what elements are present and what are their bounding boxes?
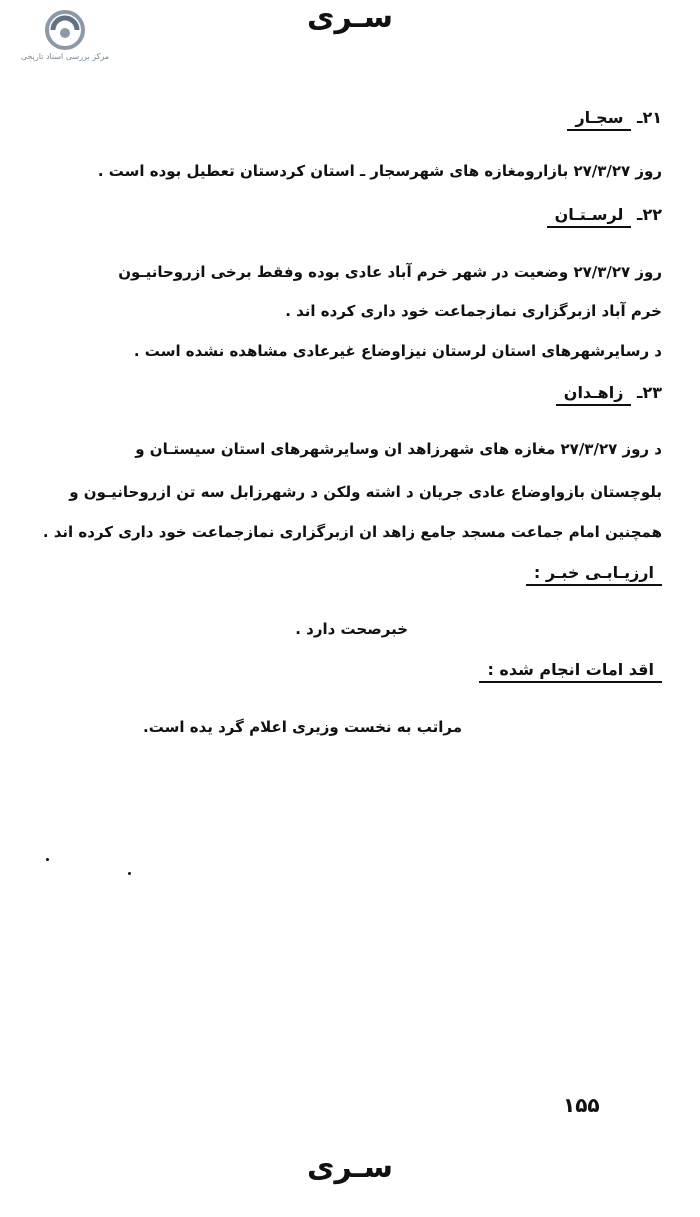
section-number: ۲۳ـ — [637, 383, 662, 402]
classification-header: سـری — [307, 0, 393, 35]
scan-speck — [128, 872, 131, 875]
section-number: ۲۱ـ — [637, 108, 662, 127]
text-line: خرم آباد ازبرگزارى نمازجماعت خود دارى کرده اند . — [285, 302, 662, 320]
text-line: همچنین امام جماعت مسجد جامع زاهد ان ازبرگزارى نمازجماعت خود دارى کرده اند . — [42, 523, 662, 541]
archive-caption: مرکز بررسی اسناد تاریخی — [20, 52, 110, 61]
section-22-heading — [547, 205, 662, 224]
section-title: لرسـتـان — [547, 205, 632, 228]
text-line: روز ۲۷/۳/۲۷ وضعیت در شهر خرم آباد عادى بوده وفقط برخى ازروحانیـون — [118, 263, 662, 281]
evaluation-heading: ارزیـابـى خبـر : — [526, 563, 662, 582]
classification-footer: سـری — [307, 1150, 393, 1185]
scan-speck — [46, 858, 49, 861]
section-21-heading — [567, 108, 662, 127]
section-title: زاهـدان — [556, 383, 632, 406]
actions-heading: اقد امات انجام شده : — [479, 660, 662, 679]
evaluation-text: خبرصحت دارد . — [295, 620, 408, 638]
section-23-heading — [556, 383, 662, 402]
actions-text: مراتب به نخست وزیرى اعلام گرد یده است. — [143, 718, 462, 736]
section-title: سجـار — [567, 108, 631, 131]
text-line: بلوچستان بازواوضاع عادى جریان د اشته ولکن د رشهرزابل سه تن ازروحانیـون و — [69, 483, 662, 501]
page-number: ۱۵۵ — [563, 1093, 600, 1117]
text-line: روز ۲۷/۳/۲۷ بازارومغازه هاى شهرسجار ـ استان کردستان تعطیل بوده است . — [97, 162, 662, 180]
text-line: د رسایرشهرهاى استان لرستان نیزاوضاع غیرعادى مشاهده نشده است . — [133, 342, 662, 360]
text-line: د روز ۲۷/۳/۲۷ مغازه هاى شهرزاهد ان وسایرشهرهاى استان سیستـان و — [135, 440, 662, 458]
section-number: ۲۲ـ — [637, 205, 662, 224]
